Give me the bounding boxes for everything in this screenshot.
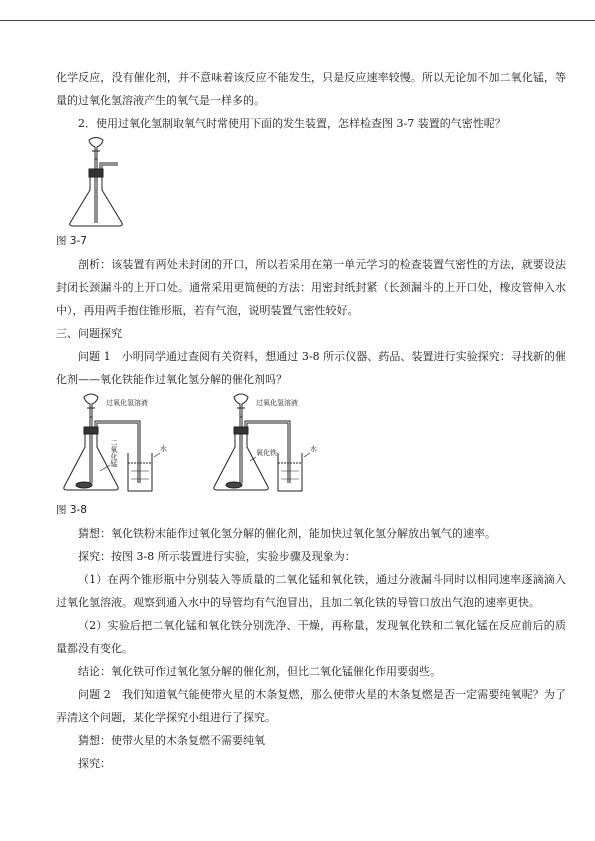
left-flask-label: 二氧化锰 <box>110 439 118 467</box>
document-body <box>56 66 566 775</box>
figure-3-7-caption: 图 3-7 <box>56 235 87 247</box>
problem-1: 问题 1 小明同学通过查阅有关资料，想通过 3-8 所示仪器、药品、装置进行实验探究：寻找新的催化剂——氧化铁能作过氧化氢分解的催化剂吗？ <box>56 350 566 386</box>
flask-apparatus-diagram <box>56 135 136 230</box>
problem-2: 问题 2 我们知道氧气能使带火星的木条复燃，那么使带火星的木条复燃是否一定需要纯氧呢？为了弄清这个问题，某化学探究小组进行了探究。 <box>56 688 566 724</box>
header-rule <box>0 20 595 21</box>
hypothesis-2: 猜想：使带火星的木条复燃不需要纯氧 <box>78 734 265 747</box>
paragraph-intro: 化学反应，没有催化剂，并不意味着该反应不能发生，只是反应速率较慢。所以无论加不加二氧化锰，等量的过氧化氢溶液产生的氧气是一样多的。 <box>56 71 566 107</box>
step-1: （1）在两个锥形瓶中分别装入等质量的二氧化锰和氧化铁，通过分液漏斗同时以相同速率逐滴滴入过氧化氢溶液。观察到通入水中的导管均有气泡冒出，且加二氧化铁的导管口放出气泡的速率更快。 <box>56 573 566 609</box>
analysis-paragraph: 剖析：该装置有两处未封闭的开口，所以若采用在第一单元学习的检查装置气密性的方法，就要设法封闭长颈漏斗的上开口处。通常采用更简便的方法：用密封纸封紧（长颈漏斗的上开口处，橡皮管伸入水中），再用两手抱住锥形瓶，若有气泡，说明装置气密性较好。 <box>56 258 566 317</box>
exploration-2: 探究： <box>78 757 111 770</box>
catalyst-experiment-diagram <box>56 391 346 499</box>
question-2: 2．使用过氧化氢制取氧气时常使用下面的发生装置，怎样检查图 3-7 装置的气密性呢？ <box>78 117 506 130</box>
conclusion: 结论：氧化铁可作过氧化氢分解的催化剂，但比二氧化锰催化作用要弱些。 <box>78 665 441 678</box>
figure-3-7 <box>56 135 566 230</box>
figure-3-8-caption: 图 3-8 <box>56 504 87 516</box>
step-2: （2）实验后把二氧化锰和氧化铁分别洗净、干燥，再称量，发现氧化铁和二氧化锰在反应前后的质量都没有变化。 <box>56 619 566 655</box>
hypothesis-1: 猜想：氧化铁粉末能作过氧化氢分解的催化剂，能加快过氧化氢分解放出氧气的速率。 <box>78 527 496 540</box>
right-flask-label: 氧化铁 <box>256 449 277 457</box>
left-water-label: 水 <box>160 445 167 453</box>
left-funnel-label: 过氧化氢溶液 <box>106 399 148 407</box>
exploration-1: 探究：按图 3-8 所示装置进行实验，实验步骤及现象为： <box>78 550 356 563</box>
figure-3-8 <box>56 391 566 499</box>
right-funnel-label: 过氧化氢溶液 <box>256 399 298 407</box>
section-heading-problem-inquiry: 三、问题探究 <box>56 327 122 340</box>
right-water-label: 水 <box>310 445 317 453</box>
